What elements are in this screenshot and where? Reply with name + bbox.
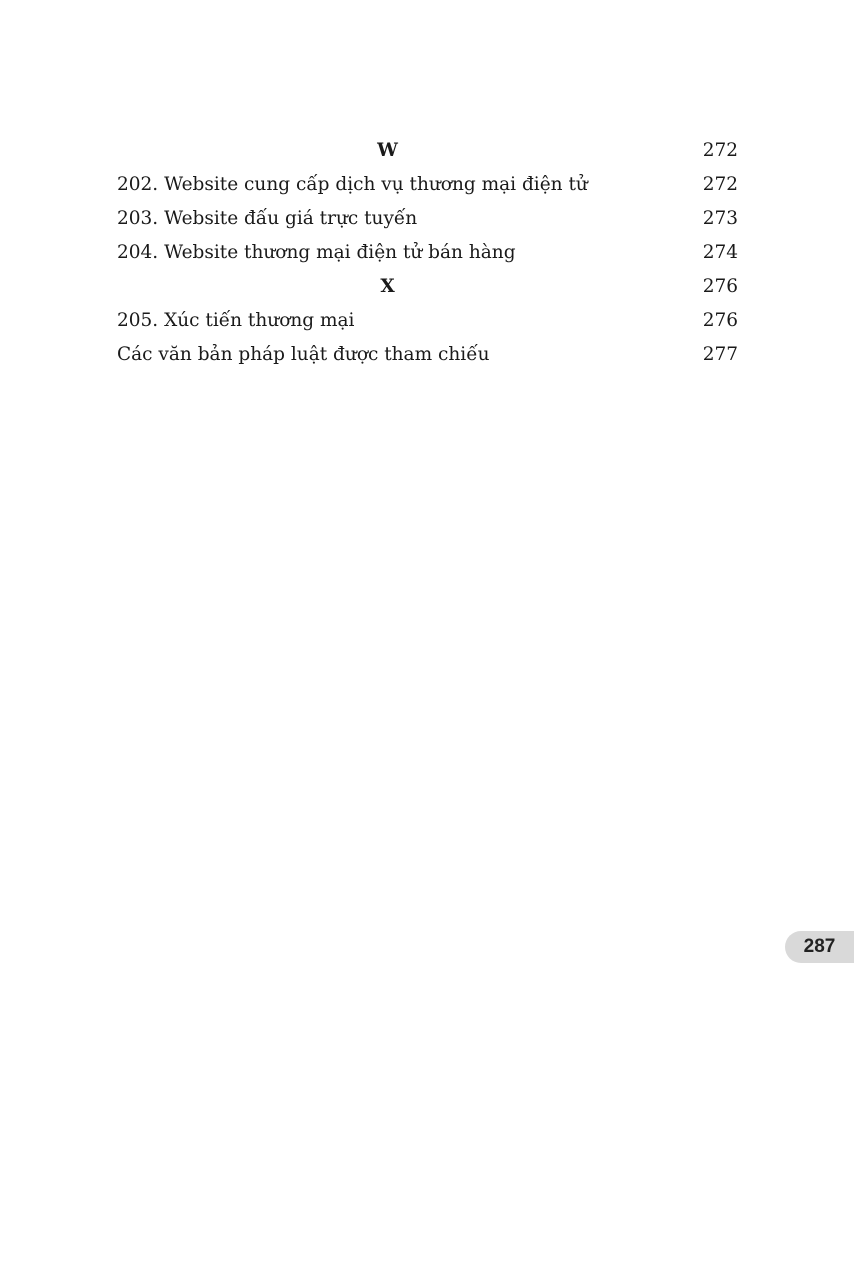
table-of-contents [117,134,738,372]
toc-section-letter [117,134,738,168]
toc-entry-title: 202. Website cung cấp dịch vụ thương mại điện tử [117,174,588,195]
toc-page-number: 276 [702,310,738,331]
page-number: 287 [803,936,836,957]
toc-page-number: 273 [702,208,738,229]
toc-entry-title: 204. Website thương mại điện tử bán hàng [117,242,516,263]
toc-entry[interactable] [117,338,738,372]
toc-entry-title: Các văn bản pháp luật được tham chiếu [117,344,490,365]
toc-entry-title: 203. Website đấu giá trực tuyến [117,208,418,229]
toc-entry[interactable] [117,168,738,202]
toc-page-number: 276 [702,276,738,297]
toc-page-number: 277 [702,344,738,365]
toc-section-letter [117,270,738,304]
toc-section-letter-label: X [380,276,395,297]
toc-page-number: 272 [702,174,738,195]
toc-entry-title: 205. Xúc tiến thương mại [117,310,355,331]
page-number-tab [785,931,854,963]
toc-entry[interactable] [117,304,738,338]
toc-page-number: 274 [702,242,738,263]
toc-section-letter-label: W [377,140,398,161]
toc-entry[interactable] [117,202,738,236]
toc-entry[interactable] [117,236,738,270]
toc-page-number: 272 [702,140,738,161]
